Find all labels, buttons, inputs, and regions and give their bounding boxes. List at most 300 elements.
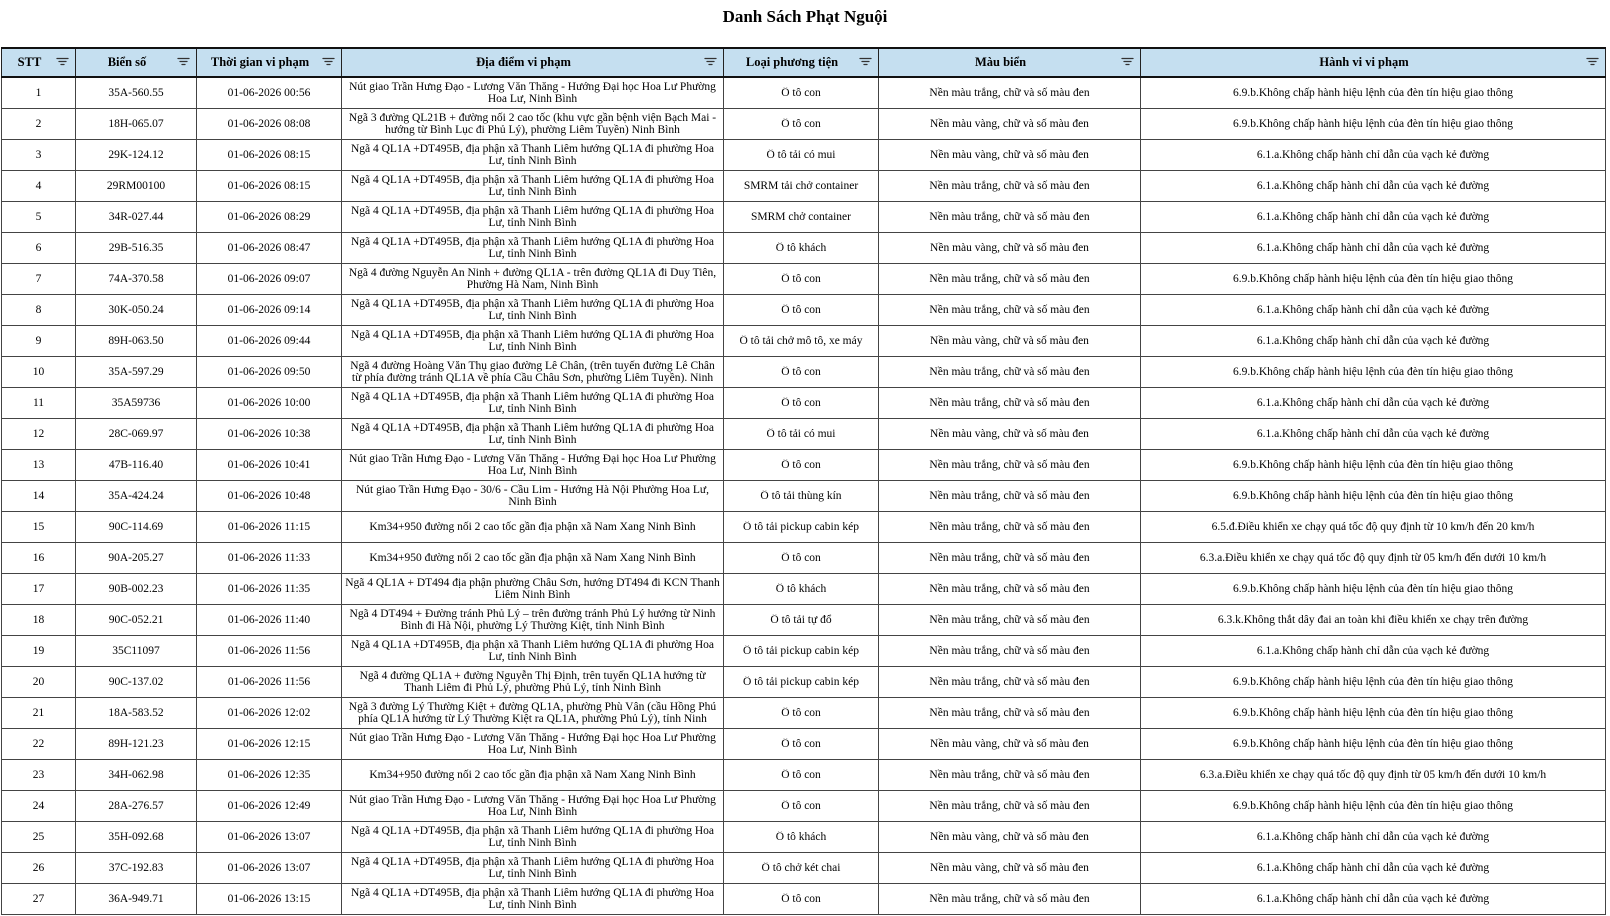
vehicle-cell[interactable] — [724, 202, 879, 233]
stt-cell[interactable] — [2, 295, 76, 326]
vehicle-cell[interactable] — [724, 295, 879, 326]
table-row[interactable] — [2, 698, 1606, 729]
plate-cell[interactable] — [76, 171, 197, 202]
plate-color-cell[interactable] — [879, 760, 1141, 791]
plate-cell[interactable] — [76, 543, 197, 574]
violation-cell[interactable] — [1141, 295, 1606, 326]
location-cell[interactable] — [342, 698, 724, 729]
table-row[interactable] — [2, 605, 1606, 636]
time-cell-text: 01-06-2026 09:50 — [227, 366, 311, 378]
violation-cell[interactable] — [1141, 667, 1606, 698]
location-cell[interactable] — [342, 512, 724, 543]
location-cell[interactable] — [342, 264, 724, 295]
table-row[interactable] — [2, 264, 1606, 295]
filter-dropdown-icon[interactable] — [177, 57, 190, 67]
violation-cell[interactable] — [1141, 481, 1606, 512]
plate-cell[interactable] — [76, 698, 197, 729]
location-cell[interactable] — [342, 605, 724, 636]
time-cell[interactable] — [197, 295, 342, 326]
plate-color-cell[interactable] — [879, 233, 1141, 264]
plate-cell-text: 29B-516.35 — [108, 242, 164, 254]
plate-cell-text: 29K-124.12 — [108, 149, 164, 161]
column-header-violation[interactable] — [1141, 48, 1606, 77]
vehicle-cell[interactable] — [724, 264, 879, 295]
vehicle-cell[interactable] — [724, 605, 879, 636]
violation-cell[interactable] — [1141, 388, 1606, 419]
time-cell-text: 01-06-2026 08:29 — [227, 211, 311, 223]
vehicle-cell[interactable] — [724, 698, 879, 729]
location-cell[interactable] — [342, 202, 724, 233]
time-cell-text: 01-06-2026 11:56 — [227, 676, 311, 688]
vehicle-cell-text: Ô tô tải có mui — [766, 428, 836, 440]
plate-cell[interactable] — [76, 109, 197, 140]
vehicle-cell-text: Ô tô tải pickup cabin kép — [743, 676, 859, 688]
stt-cell[interactable] — [2, 77, 76, 109]
stt-cell[interactable] — [2, 667, 76, 698]
column-header-location[interactable] — [342, 48, 724, 77]
plate-cell-text: 90C-052.21 — [108, 614, 164, 626]
vehicle-cell[interactable] — [724, 481, 879, 512]
stt-cell-text: 7 — [35, 273, 42, 285]
violation-cell[interactable] — [1141, 760, 1606, 791]
stt-cell[interactable] — [2, 543, 76, 574]
violation-cell[interactable] — [1141, 264, 1606, 295]
column-header-label: STT — [17, 55, 42, 69]
stt-cell[interactable] — [2, 109, 76, 140]
violation-cell[interactable] — [1141, 233, 1606, 264]
location-cell[interactable] — [342, 171, 724, 202]
vehicle-cell-text: Ô tô con — [781, 366, 821, 378]
table-row[interactable] — [2, 202, 1606, 233]
plate-cell[interactable] — [76, 884, 197, 915]
time-cell[interactable] — [197, 171, 342, 202]
time-cell[interactable] — [197, 791, 342, 822]
time-cell[interactable] — [197, 481, 342, 512]
plate-color-cell[interactable] — [879, 574, 1141, 605]
plate-cell-text: 34R-027.44 — [108, 211, 164, 223]
time-cell-text: 01-06-2026 09:14 — [227, 304, 311, 316]
vehicle-cell[interactable] — [724, 419, 879, 450]
plate-cell[interactable] — [76, 326, 197, 357]
filter-dropdown-icon[interactable] — [1121, 57, 1134, 67]
vehicle-cell[interactable] — [724, 171, 879, 202]
location-cell[interactable] — [342, 419, 724, 450]
vehicle-cell[interactable] — [724, 326, 879, 357]
location-cell[interactable] — [342, 853, 724, 884]
table-row[interactable] — [2, 233, 1606, 264]
location-cell[interactable] — [342, 481, 724, 512]
time-cell-text: 01-06-2026 08:08 — [227, 118, 311, 130]
time-cell[interactable] — [197, 109, 342, 140]
plate-color-cell[interactable] — [879, 698, 1141, 729]
plate-color-cell[interactable] — [879, 791, 1141, 822]
violation-cell[interactable] — [1141, 853, 1606, 884]
location-cell-text: Ngã 4 DT494 + Đường tránh Phủ Lý – trên đường tránh Phủ Lý hướng từ Ninh Bình đi Hà Nội, phường Lý Thường Kiệt, tỉnh Ninh Bình — [349, 608, 716, 632]
plate-cell[interactable] — [76, 77, 197, 109]
stt-cell[interactable] — [2, 264, 76, 295]
stt-cell-text: 14 — [32, 490, 45, 502]
plate-color-cell-text: Nền màu vàng, chữ và số màu đen — [930, 862, 1089, 874]
filter-dropdown-icon[interactable] — [859, 57, 872, 67]
vehicle-cell[interactable] — [724, 729, 879, 760]
plate-cell[interactable] — [76, 419, 197, 450]
stt-cell-text: 17 — [32, 583, 45, 595]
plate-color-cell[interactable] — [879, 884, 1141, 915]
table-row[interactable] — [2, 357, 1606, 388]
plate-color-cell[interactable] — [879, 295, 1141, 326]
stt-cell[interactable] — [2, 760, 76, 791]
violation-cell-text: 6.5.đ.Điều khiển xe chạy quá tốc độ quy định từ 10 km/h đến 20 km/h — [1211, 521, 1535, 533]
plate-color-cell-text: Nền màu trắng, chữ và số màu đen — [929, 211, 1090, 223]
plate-cell[interactable] — [76, 140, 197, 171]
vehicle-cell-text: Ô tô tải pickup cabin kép — [743, 645, 859, 657]
violation-cell[interactable] — [1141, 357, 1606, 388]
plate-cell[interactable] — [76, 636, 197, 667]
stt-cell-text: 26 — [32, 862, 45, 874]
stt-cell[interactable] — [2, 574, 76, 605]
plate-color-cell-text: Nền màu trắng, chữ và số màu đen — [929, 521, 1090, 533]
location-cell[interactable] — [342, 822, 724, 853]
violation-cell-text: 6.9.b.Không chấp hành hiệu lệnh của đèn tín hiệu giao thông — [1232, 366, 1514, 378]
stt-cell[interactable] — [2, 636, 76, 667]
plate-cell[interactable] — [76, 853, 197, 884]
location-cell[interactable] — [342, 295, 724, 326]
plate-cell[interactable] — [76, 791, 197, 822]
plate-cell-text: 47B-116.40 — [108, 459, 164, 471]
plate-cell[interactable] — [76, 481, 197, 512]
vehicle-cell-text: Ô tô con — [781, 707, 821, 719]
filter-dropdown-icon[interactable] — [56, 57, 69, 67]
time-cell[interactable] — [197, 729, 342, 760]
time-cell[interactable] — [197, 326, 342, 357]
stt-cell[interactable] — [2, 233, 76, 264]
stt-cell[interactable] — [2, 605, 76, 636]
location-cell[interactable] — [342, 109, 724, 140]
location-cell[interactable] — [342, 77, 724, 109]
time-cell[interactable] — [197, 605, 342, 636]
violation-cell-text: 6.9.b.Không chấp hành hiệu lệnh của đèn tín hiệu giao thông — [1232, 800, 1514, 812]
vehicle-cell-text: Ô tô con — [781, 769, 821, 781]
plate-color-cell[interactable] — [879, 77, 1141, 109]
table-row[interactable] — [2, 636, 1606, 667]
stt-cell[interactable] — [2, 357, 76, 388]
violation-cell-text: 6.3.a.Điều khiển xe chạy quá tốc độ quy định từ 05 km/h đến dưới 10 km/h — [1199, 769, 1547, 781]
time-cell[interactable] — [197, 884, 342, 915]
location-cell-text: Ngã 3 đường QL21B + đường nối 2 cao tốc (khu vực gần bệnh viện Bạch Mai - hướng từ Bình Lục đi Phủ Lý), phường Liêm Tuyền) Ninh Bình — [348, 112, 717, 136]
time-cell[interactable] — [197, 853, 342, 884]
time-cell[interactable] — [197, 357, 342, 388]
time-cell-text: 01-06-2026 12:02 — [227, 707, 311, 719]
vehicle-cell[interactable] — [724, 388, 879, 419]
column-header-stt[interactable] — [2, 48, 76, 77]
stt-cell[interactable] — [2, 326, 76, 357]
violation-cell[interactable] — [1141, 884, 1606, 915]
plate-color-cell[interactable] — [879, 419, 1141, 450]
time-cell[interactable] — [197, 636, 342, 667]
location-cell-text: Nút giao Trần Hưng Đạo - Lương Văn Thăng - Hướng Đại học Hoa Lư Phường Hoa Lư, Ninh Bình — [349, 732, 716, 756]
stt-cell[interactable] — [2, 450, 76, 481]
location-cell[interactable] — [342, 326, 724, 357]
plate-cell[interactable] — [76, 264, 197, 295]
violation-cell[interactable] — [1141, 729, 1606, 760]
table-row[interactable] — [2, 109, 1606, 140]
plate-cell[interactable] — [76, 388, 197, 419]
violation-cell-text: 6.3.a.Điều khiển xe chạy quá tốc độ quy định từ 05 km/h đến dưới 10 km/h — [1199, 552, 1547, 564]
table-row[interactable] — [2, 295, 1606, 326]
time-cell[interactable] — [197, 140, 342, 171]
violation-cell[interactable] — [1141, 512, 1606, 543]
plate-color-cell-text: Nền màu trắng, chữ và số màu đen — [929, 707, 1090, 719]
table-row[interactable] — [2, 388, 1606, 419]
violation-cell[interactable] — [1141, 698, 1606, 729]
stt-cell-text: 5 — [35, 211, 42, 223]
plate-cell-text: 74A-370.58 — [108, 273, 164, 285]
location-cell[interactable] — [342, 636, 724, 667]
violation-cell[interactable] — [1141, 326, 1606, 357]
vehicle-cell[interactable] — [724, 450, 879, 481]
stt-cell-text: 6 — [35, 242, 42, 254]
time-cell-text: 01-06-2026 08:15 — [227, 180, 311, 192]
plate-cell[interactable] — [76, 512, 197, 543]
vehicle-cell[interactable] — [724, 791, 879, 822]
time-cell[interactable] — [197, 202, 342, 233]
column-header-time[interactable] — [197, 48, 342, 77]
plate-color-cell[interactable] — [879, 171, 1141, 202]
vehicle-cell[interactable] — [724, 853, 879, 884]
vehicle-cell[interactable] — [724, 140, 879, 171]
violation-cell[interactable] — [1141, 140, 1606, 171]
location-cell-text: Ngã 4 đường Nguyễn An Ninh + đường QL1A - trên đường QL1A đi Duy Tiên, Phường Hà Nam, Ninh Bình — [348, 267, 717, 291]
plate-color-cell[interactable] — [879, 450, 1141, 481]
stt-cell-text: 25 — [32, 831, 45, 843]
location-cell[interactable] — [342, 574, 724, 605]
violation-cell-text: 6.1.a.Không chấp hành chỉ dẫn của vạch kẻ đường — [1256, 645, 1490, 657]
vehicle-cell-text: Ô tô con — [781, 893, 821, 905]
stt-cell[interactable] — [2, 822, 76, 853]
vehicle-cell[interactable] — [724, 884, 879, 915]
column-header-vehicle[interactable] — [724, 48, 879, 77]
vehicle-cell-text: Ô tô con — [781, 738, 821, 750]
stt-cell[interactable] — [2, 791, 76, 822]
plate-color-cell[interactable] — [879, 512, 1141, 543]
plate-color-cell[interactable] — [879, 264, 1141, 295]
vehicle-cell[interactable] — [724, 233, 879, 264]
time-cell-text: 01-06-2026 08:47 — [227, 242, 311, 254]
stt-cell-text: 8 — [35, 304, 42, 316]
time-cell[interactable] — [197, 667, 342, 698]
vehicle-cell[interactable] — [724, 667, 879, 698]
location-cell[interactable] — [342, 357, 724, 388]
plate-color-cell-text: Nền màu vàng, chữ và số màu đen — [930, 242, 1089, 254]
violation-cell[interactable] — [1141, 543, 1606, 574]
plate-color-cell-text: Nền màu vàng, chữ và số màu đen — [930, 738, 1089, 750]
violation-cell[interactable] — [1141, 77, 1606, 109]
table-row[interactable] — [2, 729, 1606, 760]
column-header-plate[interactable] — [76, 48, 197, 77]
plate-color-cell-text: Nền màu trắng, chữ và số màu đen — [929, 304, 1090, 316]
plate-cell[interactable] — [76, 357, 197, 388]
location-cell-text: Ngã 4 QL1A +DT495B, địa phận xã Thanh Liêm hướng QL1A đi phường Hoa Lư, tỉnh Ninh Bình — [350, 887, 715, 911]
plate-color-cell-text: Nền màu trắng, chữ và số màu đen — [929, 645, 1090, 657]
plate-color-cell-text: Nền màu trắng, chữ và số màu đen — [929, 273, 1090, 285]
violation-cell-text: 6.9.b.Không chấp hành hiệu lệnh của đèn tín hiệu giao thông — [1232, 87, 1514, 99]
vehicle-cell[interactable] — [724, 574, 879, 605]
plate-color-cell[interactable] — [879, 667, 1141, 698]
stt-cell[interactable] — [2, 884, 76, 915]
vehicle-cell[interactable] — [724, 760, 879, 791]
plate-color-cell[interactable] — [879, 853, 1141, 884]
time-cell[interactable] — [197, 419, 342, 450]
plate-cell-text: 37C-192.83 — [108, 862, 164, 874]
location-cell-text: Nút giao Trần Hưng Đạo - Lương Văn Thăng - Hướng Đại học Hoa Lư Phường Hoa Lư, Ninh Bình — [349, 794, 716, 818]
plate-color-cell[interactable] — [879, 543, 1141, 574]
stt-cell-text: 22 — [32, 738, 45, 750]
vehicle-cell[interactable] — [724, 822, 879, 853]
time-cell[interactable] — [197, 760, 342, 791]
plate-color-cell[interactable] — [879, 140, 1141, 171]
location-cell[interactable] — [342, 543, 724, 574]
table-row[interactable] — [2, 791, 1606, 822]
plate-color-cell[interactable] — [879, 729, 1141, 760]
stt-cell[interactable] — [2, 419, 76, 450]
violation-cell[interactable] — [1141, 636, 1606, 667]
plate-cell[interactable] — [76, 295, 197, 326]
vehicle-cell[interactable] — [724, 636, 879, 667]
time-cell[interactable] — [197, 77, 342, 109]
time-cell[interactable] — [197, 574, 342, 605]
table-row[interactable] — [2, 77, 1606, 109]
plate-color-cell-text: Nền màu trắng, chữ và số màu đen — [929, 583, 1090, 595]
plate-cell[interactable] — [76, 729, 197, 760]
stt-cell[interactable] — [2, 512, 76, 543]
location-cell[interactable] — [342, 388, 724, 419]
time-cell-text: 01-06-2026 12:35 — [227, 769, 311, 781]
time-cell[interactable] — [197, 543, 342, 574]
time-cell[interactable] — [197, 698, 342, 729]
vehicle-cell[interactable] — [724, 357, 879, 388]
plate-color-cell[interactable] — [879, 605, 1141, 636]
stt-cell-text: 24 — [32, 800, 45, 812]
violation-cell[interactable] — [1141, 791, 1606, 822]
location-cell[interactable] — [342, 884, 724, 915]
time-cell[interactable] — [197, 264, 342, 295]
plate-color-cell[interactable] — [879, 357, 1141, 388]
stt-cell[interactable] — [2, 202, 76, 233]
plate-cell-text: 34H-062.98 — [108, 769, 164, 781]
table-row[interactable] — [2, 450, 1606, 481]
plate-color-cell-text: Nền màu trắng, chữ và số màu đen — [929, 676, 1090, 688]
plate-cell[interactable] — [76, 233, 197, 264]
plate-cell[interactable] — [76, 822, 197, 853]
time-cell[interactable] — [197, 233, 342, 264]
table-row[interactable] — [2, 171, 1606, 202]
filter-dropdown-icon[interactable] — [704, 57, 717, 67]
table-row[interactable] — [2, 419, 1606, 450]
plate-cell[interactable] — [76, 667, 197, 698]
table-row[interactable] — [2, 574, 1606, 605]
location-cell[interactable] — [342, 729, 724, 760]
vehicle-cell-text: Ô tô khách — [775, 831, 827, 843]
column-header-plate-color[interactable] — [879, 48, 1141, 77]
location-cell[interactable] — [342, 760, 724, 791]
stt-cell[interactable] — [2, 698, 76, 729]
plate-color-cell-text: Nền màu vàng, chữ và số màu đen — [930, 831, 1089, 843]
vehicle-cell-text: Ô tô con — [781, 304, 821, 316]
table-row[interactable] — [2, 822, 1606, 853]
time-cell[interactable] — [197, 450, 342, 481]
filter-dropdown-icon[interactable] — [322, 57, 335, 67]
violation-cell[interactable] — [1141, 171, 1606, 202]
plate-color-cell[interactable] — [879, 481, 1141, 512]
violation-cell[interactable] — [1141, 419, 1606, 450]
plate-color-cell[interactable] — [879, 636, 1141, 667]
violation-cell[interactable] — [1141, 574, 1606, 605]
violation-cell-text: 6.9.b.Không chấp hành hiệu lệnh của đèn tín hiệu giao thông — [1232, 583, 1514, 595]
plate-color-cell[interactable] — [879, 388, 1141, 419]
plate-cell[interactable] — [76, 605, 197, 636]
stt-cell[interactable] — [2, 481, 76, 512]
time-cell-text: 01-06-2026 10:38 — [227, 428, 311, 440]
plate-color-cell[interactable] — [879, 202, 1141, 233]
violation-cell[interactable] — [1141, 450, 1606, 481]
time-cell[interactable] — [197, 512, 342, 543]
location-cell[interactable] — [342, 791, 724, 822]
plate-color-cell-text: Nền màu vàng, chữ và số màu đen — [930, 428, 1089, 440]
stt-cell[interactable] — [2, 140, 76, 171]
plate-cell[interactable] — [76, 450, 197, 481]
plate-cell[interactable] — [76, 760, 197, 791]
table-row[interactable] — [2, 760, 1606, 791]
table-row[interactable] — [2, 140, 1606, 171]
plate-color-cell[interactable] — [879, 109, 1141, 140]
plate-cell[interactable] — [76, 574, 197, 605]
time-cell-text: 01-06-2026 11:35 — [227, 583, 311, 595]
stt-cell[interactable] — [2, 171, 76, 202]
table-row[interactable] — [2, 512, 1606, 543]
plate-cell-text: 28C-069.97 — [108, 428, 164, 440]
violation-cell[interactable] — [1141, 822, 1606, 853]
filter-dropdown-icon[interactable] — [1586, 57, 1599, 67]
stt-cell[interactable] — [2, 729, 76, 760]
stt-cell[interactable] — [2, 388, 76, 419]
column-header-label: Thời gian vi phạm — [210, 55, 310, 69]
plate-color-cell[interactable] — [879, 326, 1141, 357]
location-cell[interactable] — [342, 233, 724, 264]
violation-cell[interactable] — [1141, 202, 1606, 233]
time-cell[interactable] — [197, 388, 342, 419]
table-row[interactable] — [2, 853, 1606, 884]
location-cell[interactable] — [342, 450, 724, 481]
vehicle-cell[interactable] — [724, 512, 879, 543]
table-row[interactable] — [2, 481, 1606, 512]
time-cell[interactable] — [197, 822, 342, 853]
violation-cell[interactable] — [1141, 605, 1606, 636]
table-row[interactable] — [2, 326, 1606, 357]
stt-cell[interactable] — [2, 853, 76, 884]
table-row[interactable] — [2, 884, 1606, 915]
location-cell-text: Ngã 3 đường Lý Thường Kiệt + đường QL1A, phường Phù Vân (cầu Hồng Phú phía QL1A hướng từ Lý Thường Kiệt ra QL1A, phường Phủ Lý), tỉnh Ninh — [348, 701, 717, 725]
location-cell[interactable] — [342, 667, 724, 698]
plate-cell[interactable] — [76, 202, 197, 233]
location-cell[interactable] — [342, 140, 724, 171]
violation-cell[interactable] — [1141, 109, 1606, 140]
table-row[interactable] — [2, 667, 1606, 698]
vehicle-cell[interactable] — [724, 77, 879, 109]
vehicle-cell[interactable] — [724, 543, 879, 574]
plate-color-cell[interactable] — [879, 822, 1141, 853]
table-row[interactable] — [2, 543, 1606, 574]
vehicle-cell[interactable] — [724, 109, 879, 140]
